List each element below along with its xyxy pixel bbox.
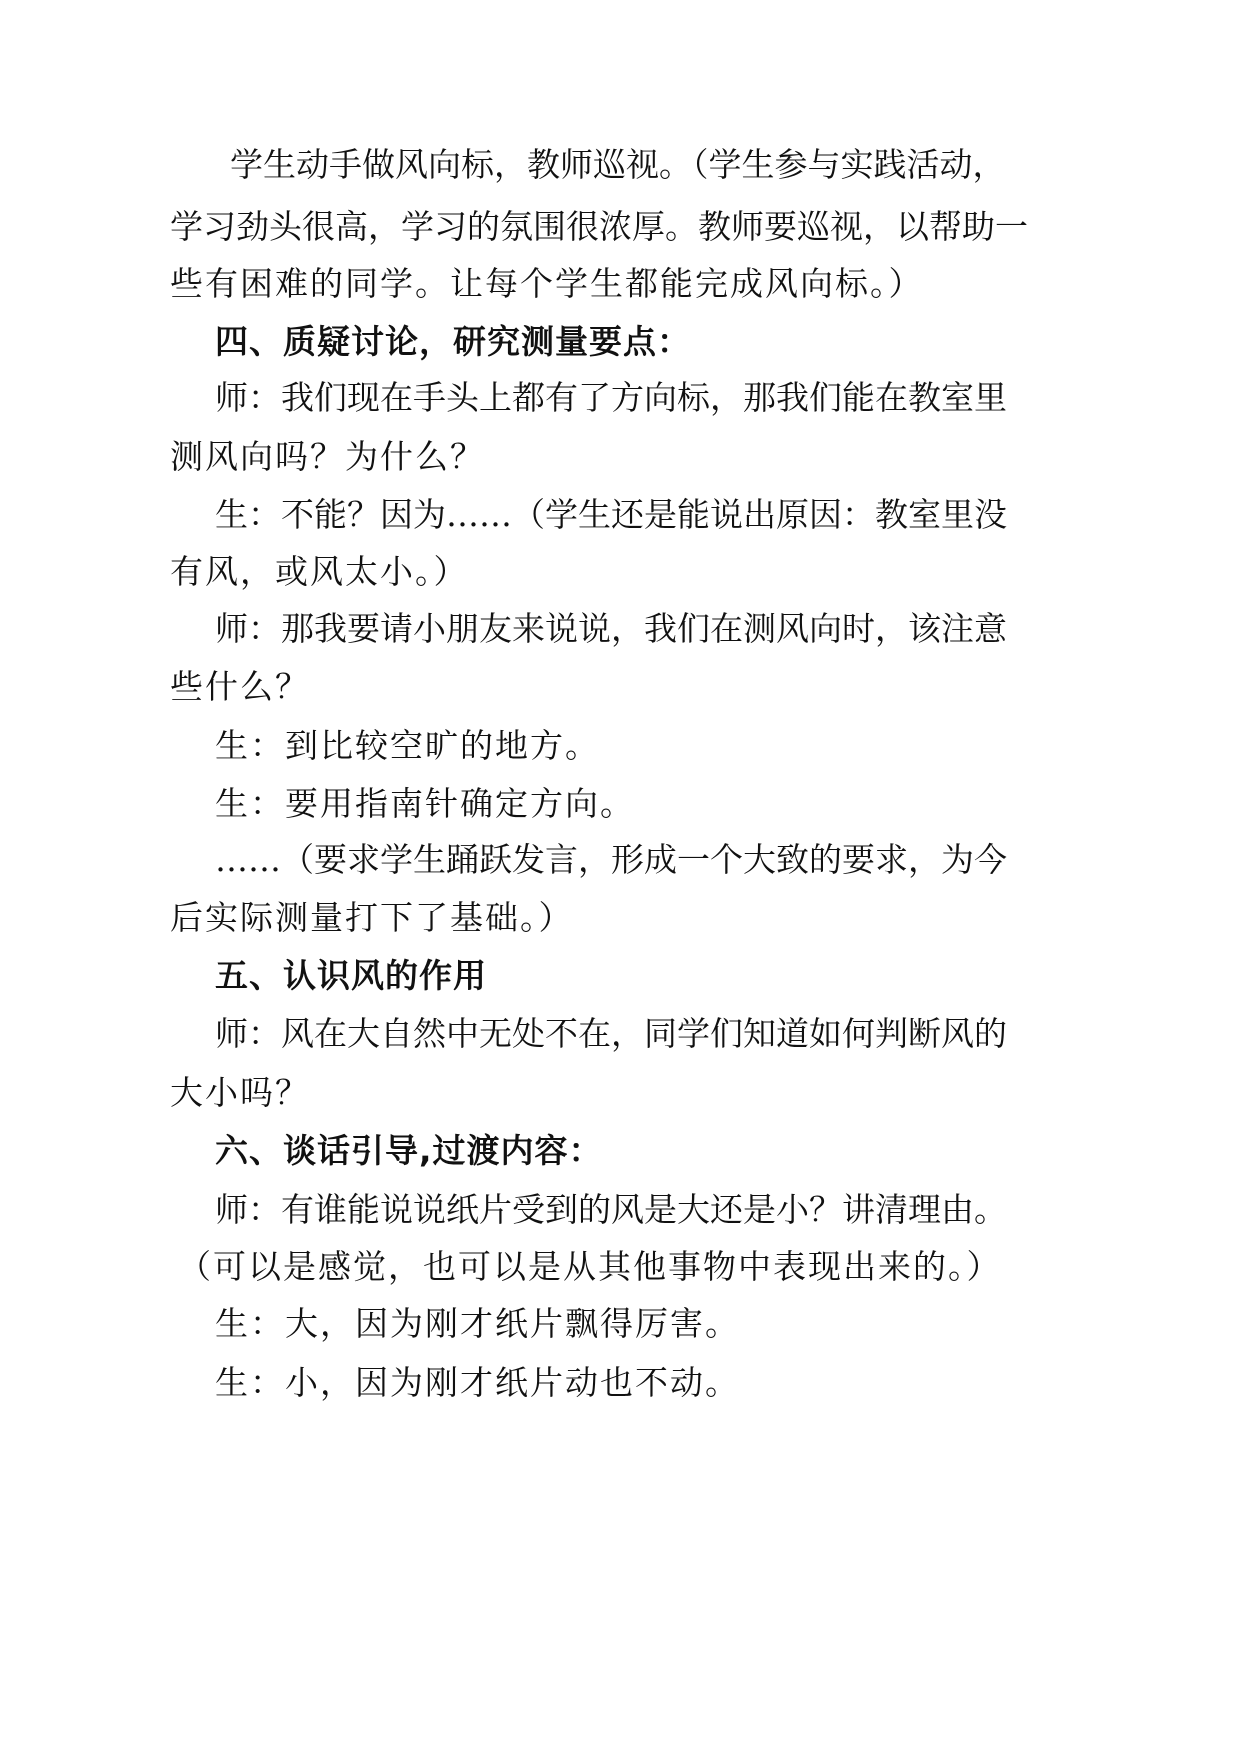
section-heading: 六、谈话引导,过渡内容： [215, 1131, 603, 1170]
paragraph-line: 大小吗？ [170, 1073, 310, 1112]
paragraph-line: （可以是感觉，也可以是从其他事物中表现出来的。） [178, 1247, 1002, 1286]
paragraph-line: 师：那我要请小朋友来说说，我们在测风向时，该注意 [215, 609, 1007, 648]
section-heading: 五、认识风的作用 [215, 956, 487, 995]
paragraph-line: 师：风在大自然中无处不在，同学们知道如何判断风的 [215, 1014, 1007, 1053]
paragraph-line: 学习劲头很高，学习的氛围很浓厚。教师要巡视，以帮助一 [170, 207, 1028, 246]
paragraph-line: 测风向吗？为什么？ [170, 437, 485, 476]
paragraph-line: 有风，或风太小。） [170, 552, 469, 591]
paragraph-line: 生：要用指南针确定方向。 [215, 784, 635, 823]
paragraph-line: 生：小，因为刚才纸片动也不动。 [215, 1363, 740, 1402]
paragraph-line: 些什么？ [170, 667, 310, 706]
paragraph-line: 生：不能？因为……（学生还是能说出原因：教室里没 [215, 495, 1007, 534]
paragraph-line: 师：我们现在手头上都有了方向标，那我们能在教室里 [215, 378, 1007, 417]
paragraph-line: 后实际测量打下了基础。） [170, 898, 574, 937]
paragraph-line: 些有困难的同学。让每个学生都能完成风向标。） [170, 264, 924, 303]
section-heading: 四、质疑讨论，研究测量要点： [215, 322, 691, 361]
paragraph-line: 生：大，因为刚才纸片飘得厉害。 [215, 1304, 740, 1343]
paragraph-line: 学生动手做风向标，教师巡视。（学生参与实践活动， [230, 145, 1006, 184]
paragraph-line: 生：到比较空旷的地方。 [215, 726, 600, 765]
paragraph-line: 师：有谁能说说纸片受到的风是大还是小？讲清理由。 [215, 1190, 1007, 1229]
paragraph-line: ……（要求学生踊跃发言，形成一个大致的要求，为今 [215, 840, 1007, 879]
